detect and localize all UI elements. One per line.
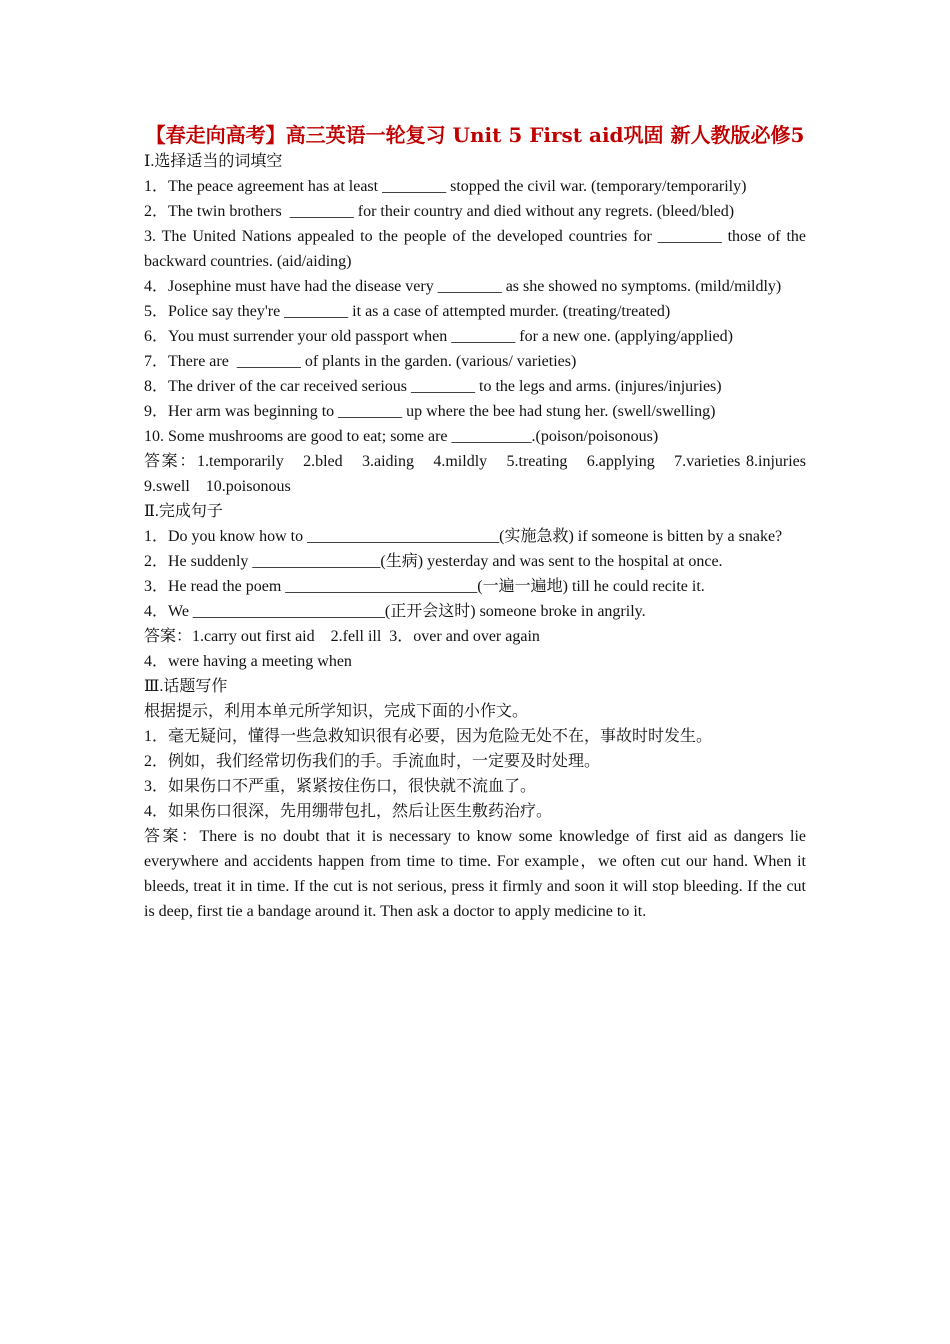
s2-item-1: 1．Do you know how to ________________________(实施急救) if someone is bitten by a snake? bbox=[144, 528, 783, 545]
s3-item-2: 2．例如，我们经常切伤我们的手。手流血时，一定要及时处理。 bbox=[144, 753, 601, 770]
s1-item-8: 8．The driver of the car received serious ________ to the legs and arms. (injures/injuries) bbox=[144, 378, 722, 395]
s1-item-10: 10. Some mushrooms are good to eat; some are __________.(poison/poisonous) bbox=[144, 428, 659, 445]
s1-item-7: 7．There are ________ of plants in the garden. (various/ varieties) bbox=[144, 353, 577, 370]
s2-item-4: 4．We ________________________(正开会这时) someone broke in angrily. bbox=[144, 603, 646, 620]
s2-item-2: 2．He suddenly ________________(生病) yesterday and was sent to the hospital at once. bbox=[144, 553, 723, 570]
s3-intro: 根据提示，利用本单元所学知识，完成下面的小作文。 bbox=[144, 703, 529, 720]
s3-item-4: 4．如果伤口很深，先用绷带包扎，然后让医生敷药治疗。 bbox=[144, 803, 553, 820]
s2-answer-line-1: 答案：1.carry out first aid 2.fell ill 3．over and over again bbox=[144, 628, 540, 645]
s1-item-1: 1．The peace agreement has at least ________ stopped the civil war. (temporary/temporarily) bbox=[144, 178, 747, 195]
s2-answer-line-2: 4．were having a meeting when bbox=[144, 653, 352, 670]
s1-item-3: 3. The United Nations appealed to the people of the developed countries for ________ those of the backward countries. (aid/aiding) bbox=[144, 228, 810, 270]
s1-item-2: 2．The twin brothers ________ for their country and died without any regrets. (bleed/bled) bbox=[144, 203, 735, 220]
section-3-heading: Ⅲ.话题写作 bbox=[144, 678, 228, 695]
s3-item-3: 3．如果伤口不严重，紧紧按住伤口，很快就不流血了。 bbox=[144, 778, 537, 795]
s1-answer: 答案：1.temporarily 2.bled 3.aiding 4.mildly 5.treating 6.applying 7.varieties 8.injuries 9.swell 10.poisonous bbox=[144, 453, 823, 495]
s1-item-9: 9．Her arm was beginning to ________ up where the bee had stung her. (swell/swelling) bbox=[144, 403, 716, 420]
s1-item-5: 5．Police say they're ________ it as a case of attempted murder. (treating/treated) bbox=[144, 303, 671, 320]
s3-answer: 答案：There is no doubt that it is necessary to know some knowledge of first aid as dangers lie everywhere and accidents happen from time to time. For example，we often cut our hand. When it bleeds, treat it in time. If the cut is not serious, press it firmly and soon it will stop bleeding. If the cut is deep, first tie a bandage around it. Then ask a doctor to apply medicine to it. bbox=[144, 828, 810, 920]
s1-item-6: 6．You must surrender your old passport when ________ for a new one. (applying/applied) bbox=[144, 328, 733, 345]
document-title: 【春走向高考】高三英语一轮复习 Unit 5 First aid巩固 新人教版必修5 bbox=[145, 123, 805, 147]
s1-item-4: 4．Josephine must have had the disease very ________ as she showed no symptoms. (mild/mildly) bbox=[144, 278, 782, 295]
s2-item-3: 3．He read the poem ________________________(一遍一遍地) till he could recite it. bbox=[144, 578, 705, 595]
section-1-heading: Ⅰ.选择适当的词填空 bbox=[144, 153, 283, 170]
document-page bbox=[144, 122, 823, 924]
s3-item-1: 1．毫无疑问，懂得一些急救知识很有必要，因为危险无处不在，事故时时发生。 bbox=[144, 728, 713, 745]
section-2-heading: Ⅱ.完成句子 bbox=[144, 503, 223, 520]
